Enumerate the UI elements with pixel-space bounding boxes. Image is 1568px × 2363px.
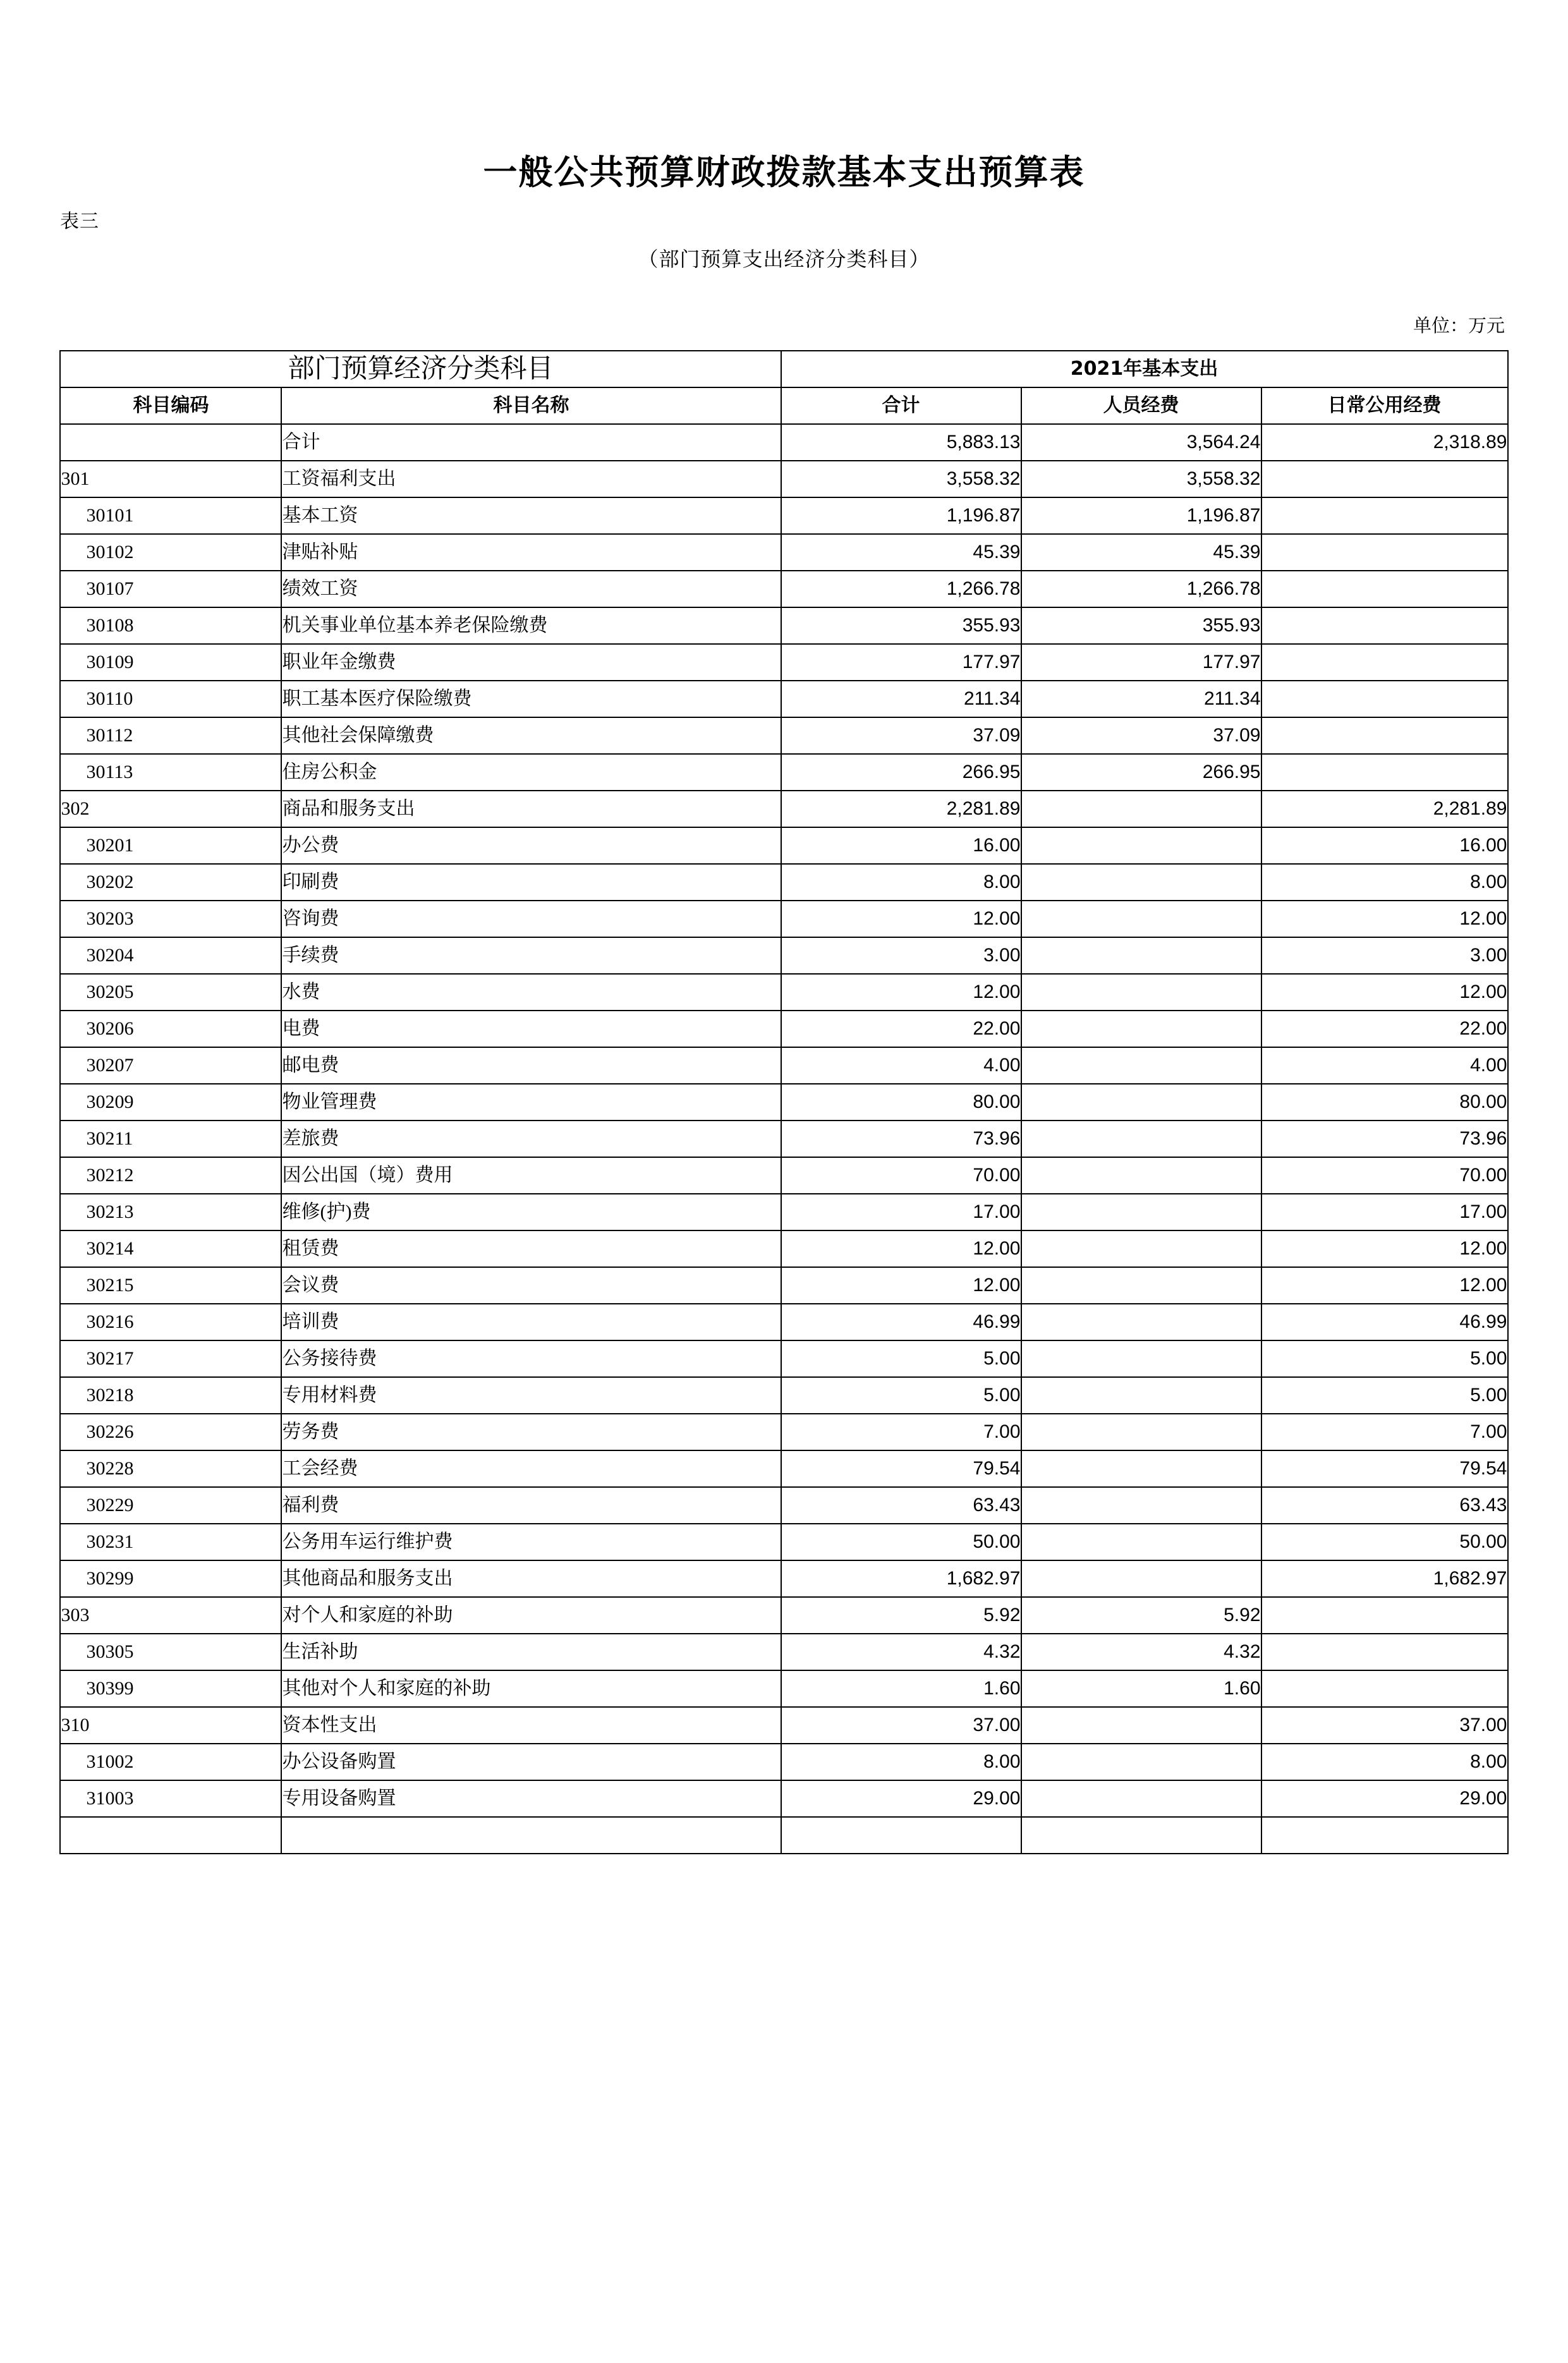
cell-daily xyxy=(1261,534,1508,571)
cell-personnel xyxy=(1021,1780,1261,1817)
cell-personnel xyxy=(1021,1267,1261,1304)
table-row xyxy=(60,1707,1507,1744)
table-row xyxy=(60,1670,1507,1707)
page-title: 一般公共预算财政拨款基本支出预算表 xyxy=(483,152,1085,192)
cell-subject-code: 30108 xyxy=(60,607,281,644)
cell-total: 5,883.13 xyxy=(781,424,1021,461)
cell-subject-name: 工资福利支出 xyxy=(281,461,781,497)
cell-daily: 5.00 xyxy=(1261,1340,1508,1377)
cell-subject-code: 31002 xyxy=(60,1744,281,1780)
cell-subject-name: 其他商品和服务支出 xyxy=(281,1560,781,1597)
cell-daily xyxy=(1261,717,1508,754)
cell-personnel xyxy=(1021,1744,1261,1780)
cell-subject-name xyxy=(281,1817,781,1854)
cell-personnel xyxy=(1021,864,1261,901)
cell-personnel: 3,558.32 xyxy=(1021,461,1261,497)
cell-subject-name: 职业年金缴费 xyxy=(281,644,781,681)
table-row xyxy=(60,717,1507,754)
cell-total: 355.93 xyxy=(781,607,1021,644)
cell-daily: 63.43 xyxy=(1261,1487,1508,1524)
cell-total xyxy=(781,1817,1021,1854)
cell-subject-code: 30113 xyxy=(60,754,281,791)
table-row xyxy=(60,681,1507,717)
cell-subject-code: 310 xyxy=(60,1707,281,1744)
cell-subject-code: 30205 xyxy=(60,974,281,1011)
cell-subject-name: 电费 xyxy=(281,1011,781,1047)
cell-daily: 2,281.89 xyxy=(1261,791,1508,827)
cell-subject-name: 维修(护)费 xyxy=(281,1194,781,1230)
cell-personnel xyxy=(1021,1047,1261,1084)
cell-daily: 17.00 xyxy=(1261,1194,1508,1230)
cell-personnel xyxy=(1021,1414,1261,1450)
cell-daily xyxy=(1261,1597,1508,1634)
cell-total: 4.32 xyxy=(781,1634,1021,1670)
cell-subject-name: 公务接待费 xyxy=(281,1340,781,1377)
table-row xyxy=(60,1267,1507,1304)
table-row xyxy=(60,754,1507,791)
column-header-total: 合计 xyxy=(781,387,1021,424)
table-row xyxy=(60,1157,1507,1194)
cell-personnel xyxy=(1021,1230,1261,1267)
cell-daily: 3.00 xyxy=(1261,937,1508,974)
cell-daily: 2,318.89 xyxy=(1261,424,1508,461)
cell-subject-name: 生活补助 xyxy=(281,1634,781,1670)
cell-personnel: 45.39 xyxy=(1021,534,1261,571)
cell-personnel xyxy=(1021,1524,1261,1560)
cell-subject-name: 工会经费 xyxy=(281,1450,781,1487)
cell-daily xyxy=(1261,607,1508,644)
cell-total: 50.00 xyxy=(781,1524,1021,1560)
cell-personnel xyxy=(1021,1121,1261,1157)
cell-subject-code: 31003 xyxy=(60,1780,281,1817)
table-row xyxy=(60,937,1507,974)
cell-subject-code xyxy=(60,1817,281,1854)
cell-total: 63.43 xyxy=(781,1487,1021,1524)
cell-daily xyxy=(1261,681,1508,717)
cell-subject-code: 30112 xyxy=(60,717,281,754)
table-row xyxy=(60,1560,1507,1597)
cell-daily: 16.00 xyxy=(1261,827,1508,864)
cell-subject-code: 301 xyxy=(60,461,281,497)
cell-subject-code: 30206 xyxy=(60,1011,281,1047)
table-row xyxy=(60,901,1507,937)
cell-daily xyxy=(1261,1817,1508,1854)
cell-subject-code: 30211 xyxy=(60,1121,281,1157)
cell-total: 29.00 xyxy=(781,1780,1021,1817)
cell-subject-code: 30217 xyxy=(60,1340,281,1377)
cell-daily: 7.00 xyxy=(1261,1414,1508,1450)
cell-total: 5.92 xyxy=(781,1597,1021,1634)
cell-daily: 8.00 xyxy=(1261,1744,1508,1780)
cell-total: 37.09 xyxy=(781,717,1021,754)
cell-subject-name: 基本工资 xyxy=(281,497,781,534)
cell-total: 8.00 xyxy=(781,864,1021,901)
cell-subject-name: 办公费 xyxy=(281,827,781,864)
table-row xyxy=(60,1011,1507,1047)
table-header xyxy=(60,351,1507,424)
cell-personnel xyxy=(1021,1084,1261,1121)
table-row xyxy=(60,1450,1507,1487)
cell-total: 79.54 xyxy=(781,1450,1021,1487)
cell-personnel: 3,564.24 xyxy=(1021,424,1261,461)
cell-personnel xyxy=(1021,1304,1261,1340)
cell-daily: 1,682.97 xyxy=(1261,1560,1508,1597)
cell-subject-name: 绩效工资 xyxy=(281,571,781,607)
cell-subject-name: 对个人和家庭的补助 xyxy=(281,1597,781,1634)
cell-subject-code: 30202 xyxy=(60,864,281,901)
cell-total: 1,266.78 xyxy=(781,571,1021,607)
column-header-name: 科目名称 xyxy=(281,387,781,424)
cell-subject-code: 30212 xyxy=(60,1157,281,1194)
cell-daily: 37.00 xyxy=(1261,1707,1508,1744)
table-row xyxy=(60,1047,1507,1084)
cell-personnel: 5.92 xyxy=(1021,1597,1261,1634)
cell-daily: 73.96 xyxy=(1261,1121,1508,1157)
cell-subject-name: 福利费 xyxy=(281,1487,781,1524)
cell-subject-code: 303 xyxy=(60,1597,281,1634)
cell-personnel xyxy=(1021,1377,1261,1414)
cell-total: 177.97 xyxy=(781,644,1021,681)
table-row xyxy=(60,461,1507,497)
cell-daily: 80.00 xyxy=(1261,1084,1508,1121)
cell-subject-name: 资本性支出 xyxy=(281,1707,781,1744)
cell-personnel xyxy=(1021,791,1261,827)
cell-subject-code: 30102 xyxy=(60,534,281,571)
table-row xyxy=(60,1524,1507,1560)
cell-daily: 22.00 xyxy=(1261,1011,1508,1047)
cell-subject-code: 30305 xyxy=(60,1634,281,1670)
cell-total: 17.00 xyxy=(781,1194,1021,1230)
cell-personnel: 1.60 xyxy=(1021,1670,1261,1707)
cell-total: 45.39 xyxy=(781,534,1021,571)
cell-subject-code: 30214 xyxy=(60,1230,281,1267)
cell-subject-name: 劳务费 xyxy=(281,1414,781,1450)
table-row xyxy=(60,1121,1507,1157)
table-row xyxy=(60,644,1507,681)
cell-personnel xyxy=(1021,974,1261,1011)
table-row xyxy=(60,1780,1507,1817)
cell-total: 46.99 xyxy=(781,1304,1021,1340)
unit-label: 单位：万元 xyxy=(1413,316,1505,336)
cell-subject-code: 30226 xyxy=(60,1414,281,1450)
cell-total: 73.96 xyxy=(781,1121,1021,1157)
table-header-group-row xyxy=(60,351,1507,387)
cell-subject-code: 30204 xyxy=(60,937,281,974)
table-row xyxy=(60,791,1507,827)
cell-total: 3.00 xyxy=(781,937,1021,974)
table-row xyxy=(60,864,1507,901)
cell-subject-name: 住房公积金 xyxy=(281,754,781,791)
table-row xyxy=(60,1597,1507,1634)
table-row xyxy=(60,497,1507,534)
cell-personnel xyxy=(1021,1707,1261,1744)
column-header-code: 科目编码 xyxy=(60,387,281,424)
cell-subject-code: 30107 xyxy=(60,571,281,607)
cell-subject-name: 培训费 xyxy=(281,1304,781,1340)
cell-subject-code xyxy=(60,424,281,461)
cell-total: 12.00 xyxy=(781,1267,1021,1304)
cell-personnel xyxy=(1021,1340,1261,1377)
table-row xyxy=(60,1414,1507,1450)
cell-subject-name: 职工基本医疗保险缴费 xyxy=(281,681,781,717)
table-row xyxy=(60,1377,1507,1414)
cell-total: 5.00 xyxy=(781,1340,1021,1377)
cell-total: 1.60 xyxy=(781,1670,1021,1707)
cell-subject-code: 30399 xyxy=(60,1670,281,1707)
table-body xyxy=(60,424,1507,1854)
column-header-personnel: 人员经费 xyxy=(1021,387,1261,424)
cell-personnel: 1,196.87 xyxy=(1021,497,1261,534)
table-row xyxy=(60,974,1507,1011)
cell-subject-code: 30109 xyxy=(60,644,281,681)
cell-subject-code: 30201 xyxy=(60,827,281,864)
cell-subject-code: 30299 xyxy=(60,1560,281,1597)
cell-daily xyxy=(1261,461,1508,497)
cell-subject-name: 合计 xyxy=(281,424,781,461)
cell-subject-code: 302 xyxy=(60,791,281,827)
cell-subject-code: 30110 xyxy=(60,681,281,717)
cell-personnel xyxy=(1021,1011,1261,1047)
cell-personnel: 37.09 xyxy=(1021,717,1261,754)
cell-personnel: 266.95 xyxy=(1021,754,1261,791)
cell-subject-code: 30229 xyxy=(60,1487,281,1524)
cell-daily: 29.00 xyxy=(1261,1780,1508,1817)
table-row xyxy=(60,1230,1507,1267)
cell-daily xyxy=(1261,497,1508,534)
cell-daily: 12.00 xyxy=(1261,974,1508,1011)
cell-total: 8.00 xyxy=(781,1744,1021,1780)
cell-subject-name: 专用材料费 xyxy=(281,1377,781,1414)
cell-daily: 50.00 xyxy=(1261,1524,1508,1560)
cell-subject-code: 30207 xyxy=(60,1047,281,1084)
cell-personnel: 177.97 xyxy=(1021,644,1261,681)
cell-subject-name: 租赁费 xyxy=(281,1230,781,1267)
cell-personnel: 4.32 xyxy=(1021,1634,1261,1670)
cell-personnel xyxy=(1021,1194,1261,1230)
cell-daily xyxy=(1261,571,1508,607)
cell-subject-name: 邮电费 xyxy=(281,1047,781,1084)
cell-total: 1,682.97 xyxy=(781,1560,1021,1597)
cell-subject-code: 30203 xyxy=(60,901,281,937)
cell-subject-name: 公务用车运行维护费 xyxy=(281,1524,781,1560)
cell-personnel: 211.34 xyxy=(1021,681,1261,717)
cell-personnel xyxy=(1021,1560,1261,1597)
cell-total: 2,281.89 xyxy=(781,791,1021,827)
cell-personnel xyxy=(1021,827,1261,864)
cell-total: 1,196.87 xyxy=(781,497,1021,534)
table-row xyxy=(60,1340,1507,1377)
cell-subject-name: 物业管理费 xyxy=(281,1084,781,1121)
cell-personnel xyxy=(1021,937,1261,974)
table-header-column-row xyxy=(60,387,1507,424)
cell-subject-name: 因公出国（境）费用 xyxy=(281,1157,781,1194)
cell-total: 80.00 xyxy=(781,1084,1021,1121)
table-row xyxy=(60,827,1507,864)
cell-daily: 79.54 xyxy=(1261,1450,1508,1487)
cell-daily: 12.00 xyxy=(1261,1267,1508,1304)
column-header-daily: 日常公用经费 xyxy=(1261,387,1508,424)
cell-total: 5.00 xyxy=(781,1377,1021,1414)
cell-subject-code: 30228 xyxy=(60,1450,281,1487)
cell-total: 7.00 xyxy=(781,1414,1021,1450)
cell-total: 12.00 xyxy=(781,901,1021,937)
cell-subject-name: 水费 xyxy=(281,974,781,1011)
table-row xyxy=(60,1817,1507,1854)
cell-subject-name: 其他对个人和家庭的补助 xyxy=(281,1670,781,1707)
cell-subject-code: 30215 xyxy=(60,1267,281,1304)
cell-total: 22.00 xyxy=(781,1011,1021,1047)
page-subtitle: （部门预算支出经济分类科目） xyxy=(638,248,930,270)
header-group-expenditure: 2021年基本支出 xyxy=(781,351,1508,387)
cell-total: 211.34 xyxy=(781,681,1021,717)
cell-subject-code: 30213 xyxy=(60,1194,281,1230)
table-row xyxy=(60,1084,1507,1121)
form-number-label: 表三 xyxy=(60,211,99,232)
cell-personnel xyxy=(1021,901,1261,937)
cell-daily xyxy=(1261,1670,1508,1707)
table-row xyxy=(60,1194,1507,1230)
table-row xyxy=(60,1634,1507,1670)
table-row xyxy=(60,607,1507,644)
cell-daily: 8.00 xyxy=(1261,864,1508,901)
cell-personnel xyxy=(1021,1817,1261,1854)
cell-daily xyxy=(1261,754,1508,791)
cell-total: 37.00 xyxy=(781,1707,1021,1744)
table-row xyxy=(60,534,1507,571)
cell-daily xyxy=(1261,644,1508,681)
cell-subject-name: 手续费 xyxy=(281,937,781,974)
cell-daily: 12.00 xyxy=(1261,1230,1508,1267)
cell-subject-name: 津贴补贴 xyxy=(281,534,781,571)
header-group-subject: 部门预算经济分类科目 xyxy=(60,351,781,387)
cell-personnel xyxy=(1021,1487,1261,1524)
cell-subject-name: 咨询费 xyxy=(281,901,781,937)
table-row xyxy=(60,424,1507,461)
table-row xyxy=(60,1487,1507,1524)
cell-subject-name: 机关事业单位基本养老保险缴费 xyxy=(281,607,781,644)
budget-table xyxy=(59,350,1508,1854)
cell-subject-name: 其他社会保障缴费 xyxy=(281,717,781,754)
cell-subject-name: 商品和服务支出 xyxy=(281,791,781,827)
cell-personnel: 355.93 xyxy=(1021,607,1261,644)
table-row xyxy=(60,571,1507,607)
cell-personnel: 1,266.78 xyxy=(1021,571,1261,607)
cell-total: 16.00 xyxy=(781,827,1021,864)
cell-subject-name: 差旅费 xyxy=(281,1121,781,1157)
document-page xyxy=(0,145,1568,2363)
table-row xyxy=(60,1744,1507,1780)
table-row xyxy=(60,1304,1507,1340)
cell-subject-name: 专用设备购置 xyxy=(281,1780,781,1817)
cell-subject-name: 会议费 xyxy=(281,1267,781,1304)
cell-daily: 5.00 xyxy=(1261,1377,1508,1414)
cell-personnel xyxy=(1021,1450,1261,1487)
cell-total: 12.00 xyxy=(781,1230,1021,1267)
cell-personnel xyxy=(1021,1157,1261,1194)
cell-subject-code: 30209 xyxy=(60,1084,281,1121)
cell-subject-code: 30218 xyxy=(60,1377,281,1414)
cell-daily: 4.00 xyxy=(1261,1047,1508,1084)
cell-subject-code: 30101 xyxy=(60,497,281,534)
cell-total: 70.00 xyxy=(781,1157,1021,1194)
cell-total: 3,558.32 xyxy=(781,461,1021,497)
cell-subject-code: 30231 xyxy=(60,1524,281,1560)
cell-total: 12.00 xyxy=(781,974,1021,1011)
cell-daily: 46.99 xyxy=(1261,1304,1508,1340)
cell-daily: 70.00 xyxy=(1261,1157,1508,1194)
cell-subject-name: 办公设备购置 xyxy=(281,1744,781,1780)
cell-daily xyxy=(1261,1634,1508,1670)
cell-subject-code: 30216 xyxy=(60,1304,281,1340)
cell-total: 266.95 xyxy=(781,754,1021,791)
cell-total: 4.00 xyxy=(781,1047,1021,1084)
cell-daily: 12.00 xyxy=(1261,901,1508,937)
cell-subject-name: 印刷费 xyxy=(281,864,781,901)
